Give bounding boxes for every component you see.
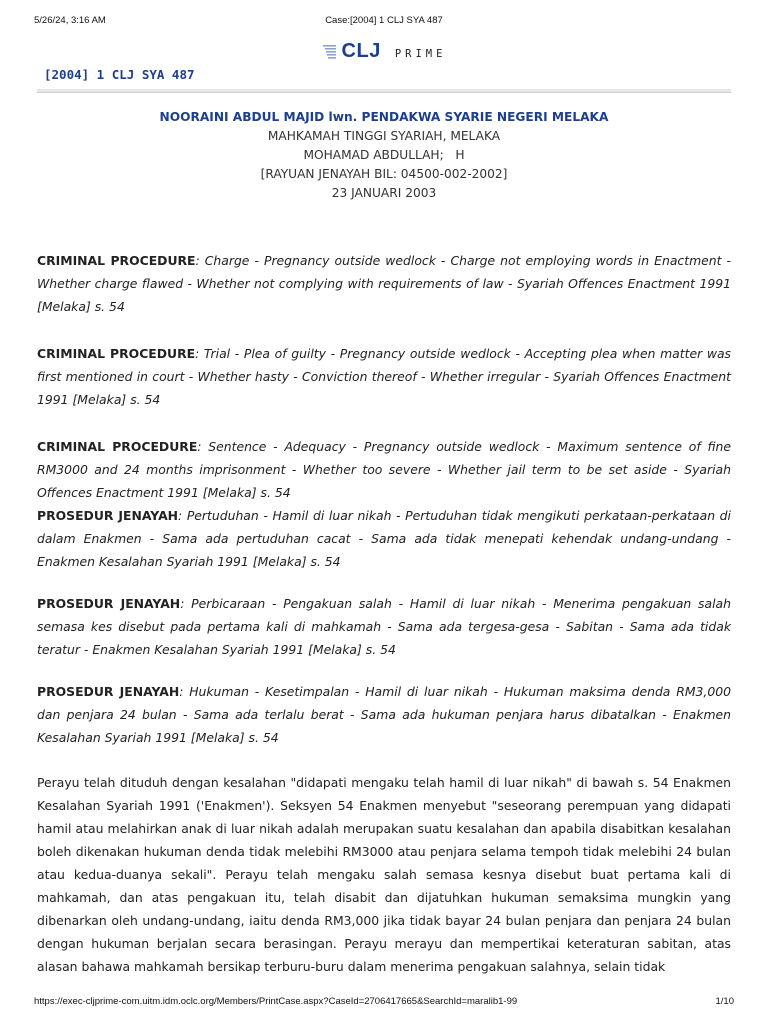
catchword-heading: CRIMINAL PROCEDURE — [37, 439, 198, 454]
catchword-6 — [37, 680, 731, 749]
catchword-heading: CRIMINAL PROCEDURE — [37, 346, 196, 361]
header-divider — [37, 89, 731, 93]
logo-product: PRIME — [394, 47, 447, 60]
page-number: 1/10 — [715, 996, 734, 1007]
print-title: Case:[2004] 1 CLJ SYA 487 — [325, 15, 443, 26]
logo-brand: CLJ — [341, 40, 381, 62]
catchword-heading: PROSEDUR JENAYAH — [37, 684, 180, 699]
case-number: [RAYUAN JENAYAH BIL: 04500-002-2002] — [260, 167, 508, 181]
case-body — [37, 249, 731, 978]
catchword-heading: PROSEDUR JENAYAH — [37, 596, 181, 611]
case-date: 23 JANUARI 2003 — [331, 186, 437, 200]
catchword-text: : Trial - Plea of guilty - Pregnancy outside wedlock - Accepting plea when matter was first mentioned in court - Whether hasty - Conviction thereof - Whether irregular - Syariah Offences Enactment 1991 [Melaka] s. 54 — [37, 346, 731, 407]
catchword-1 — [37, 249, 731, 318]
case-parties: NOORAINI ABDUL MAJID lwn. PENDAKWA SYARIE NEGERI MELAKA — [159, 110, 609, 124]
case-citation: [2004] 1 CLJ SYA 487 — [44, 67, 195, 82]
catchword-text: : Perbicaraan - Pengakuan salah - Hamil di luar nikah - Menerima pengakuan salah semasa kes disebut pada pertama kali di mahkamah - Sama ada tergesa-gesa - Sabitan - Sama ada tidak teratur - Enakmen Kesalahan Syariah 1991 [Melaka] s. 54 — [37, 596, 731, 657]
print-url: https://exec-cljprime-com.uitm.idm.oclc.org/Members/PrintCase.aspx?CaseId=2706417665&SearchId=maralib1-99 — [34, 996, 518, 1007]
case-summary: Perayu telah dituduh dengan kesalahan "didapati mengaku telah hamil di luar nikah" di bawah s. 54 Enakmen Kesalahan Syariah 1991 ('Enakmen'). Seksyen 54 Enakmen menyebut "seseorang perempuan yang didapati hamil atau melahirkan anak di luar nikah adalah merupakan suatu kesalahan dan apabila disabitkan kesalahan boleh dikenakan hukuman denda tidak melebihi RM3000 atau penjara selama tempoh tidak melebihi 24 bulan atau kedua-duanya sekali". Perayu telah mengaku salah semasa kesnya disebut buat pertama kali di mahkamah, dan atas pengakuan itu, telah disabit dan dijatuhkan hukuman semaksima mungkin yang dibenarkan oleh undang-undang, iaitu denda RM3,000 jika tidak bayar 24 bulan penjara dan penjara 24 bulan dengan hukuman berjalan secara berasingan. Perayu merayu dan mempertikai keteraturan sabitan, atas alasan bahawa mahkamah bersikap terburu-buru dalam menerima pengakuan salahnya, selain tidak — [37, 775, 731, 974]
catchword-text: : Charge - Pregnancy outside wedlock - Charge not employing words in Enactment - Whether charge flawed - Whether not complying with requirements of law - Syariah Offences Enactment 1991 [Melaka] s. 54 — [37, 253, 731, 314]
catchword-4 — [37, 504, 731, 573]
catchword-2 — [37, 342, 731, 411]
case-judge: MOHAMAD ABDULLAH; H — [303, 148, 465, 162]
catchword-text: : Pertuduhan - Hamil di luar nikah - Pertuduhan tidak mengikuti perkataan-perkataan di dalam Enakmen - Sama ada pertuduhan cacat - Sama ada tidak menepati kehendak undang-undang - Enakmen Kesalahan Syariah 1991 [Melaka] s. 54 — [37, 508, 731, 569]
catchword-text: : Hukuman - Kesetimpalan - Hamil di luar nikah - Hukuman maksima denda RM3,000 dan penjara 24 bulan - Sama ada terlalu berat - Sama ada hukuman penjara harus dibatalkan - Enakmen Kesalahan Syariah 1991 [Melaka] s. 54 — [37, 684, 731, 745]
catchword-5 — [37, 592, 731, 661]
clj-logo-icon — [322, 43, 338, 61]
catchword-heading: PROSEDUR JENAYAH — [37, 508, 179, 523]
print-datetime: 5/26/24, 3:16 AM — [34, 15, 106, 26]
catchword-text: : Sentence - Adequacy - Pregnancy outside wedlock - Maximum sentence of fine RM3000 and 24 months imprisonment - Whether too severe - Whether jail term to be set aside - Syariah Offences Enactment 1991 [Melaka] s. 54 — [37, 439, 731, 500]
catchword-heading: CRIMINAL PROCEDURE — [37, 253, 196, 268]
case-court: MAHKAMAH TINGGI SYARIAH, MELAKA — [267, 129, 501, 143]
case-header — [36, 108, 732, 203]
catchword-3 — [37, 435, 731, 504]
clj-prime-logo — [0, 40, 768, 70]
